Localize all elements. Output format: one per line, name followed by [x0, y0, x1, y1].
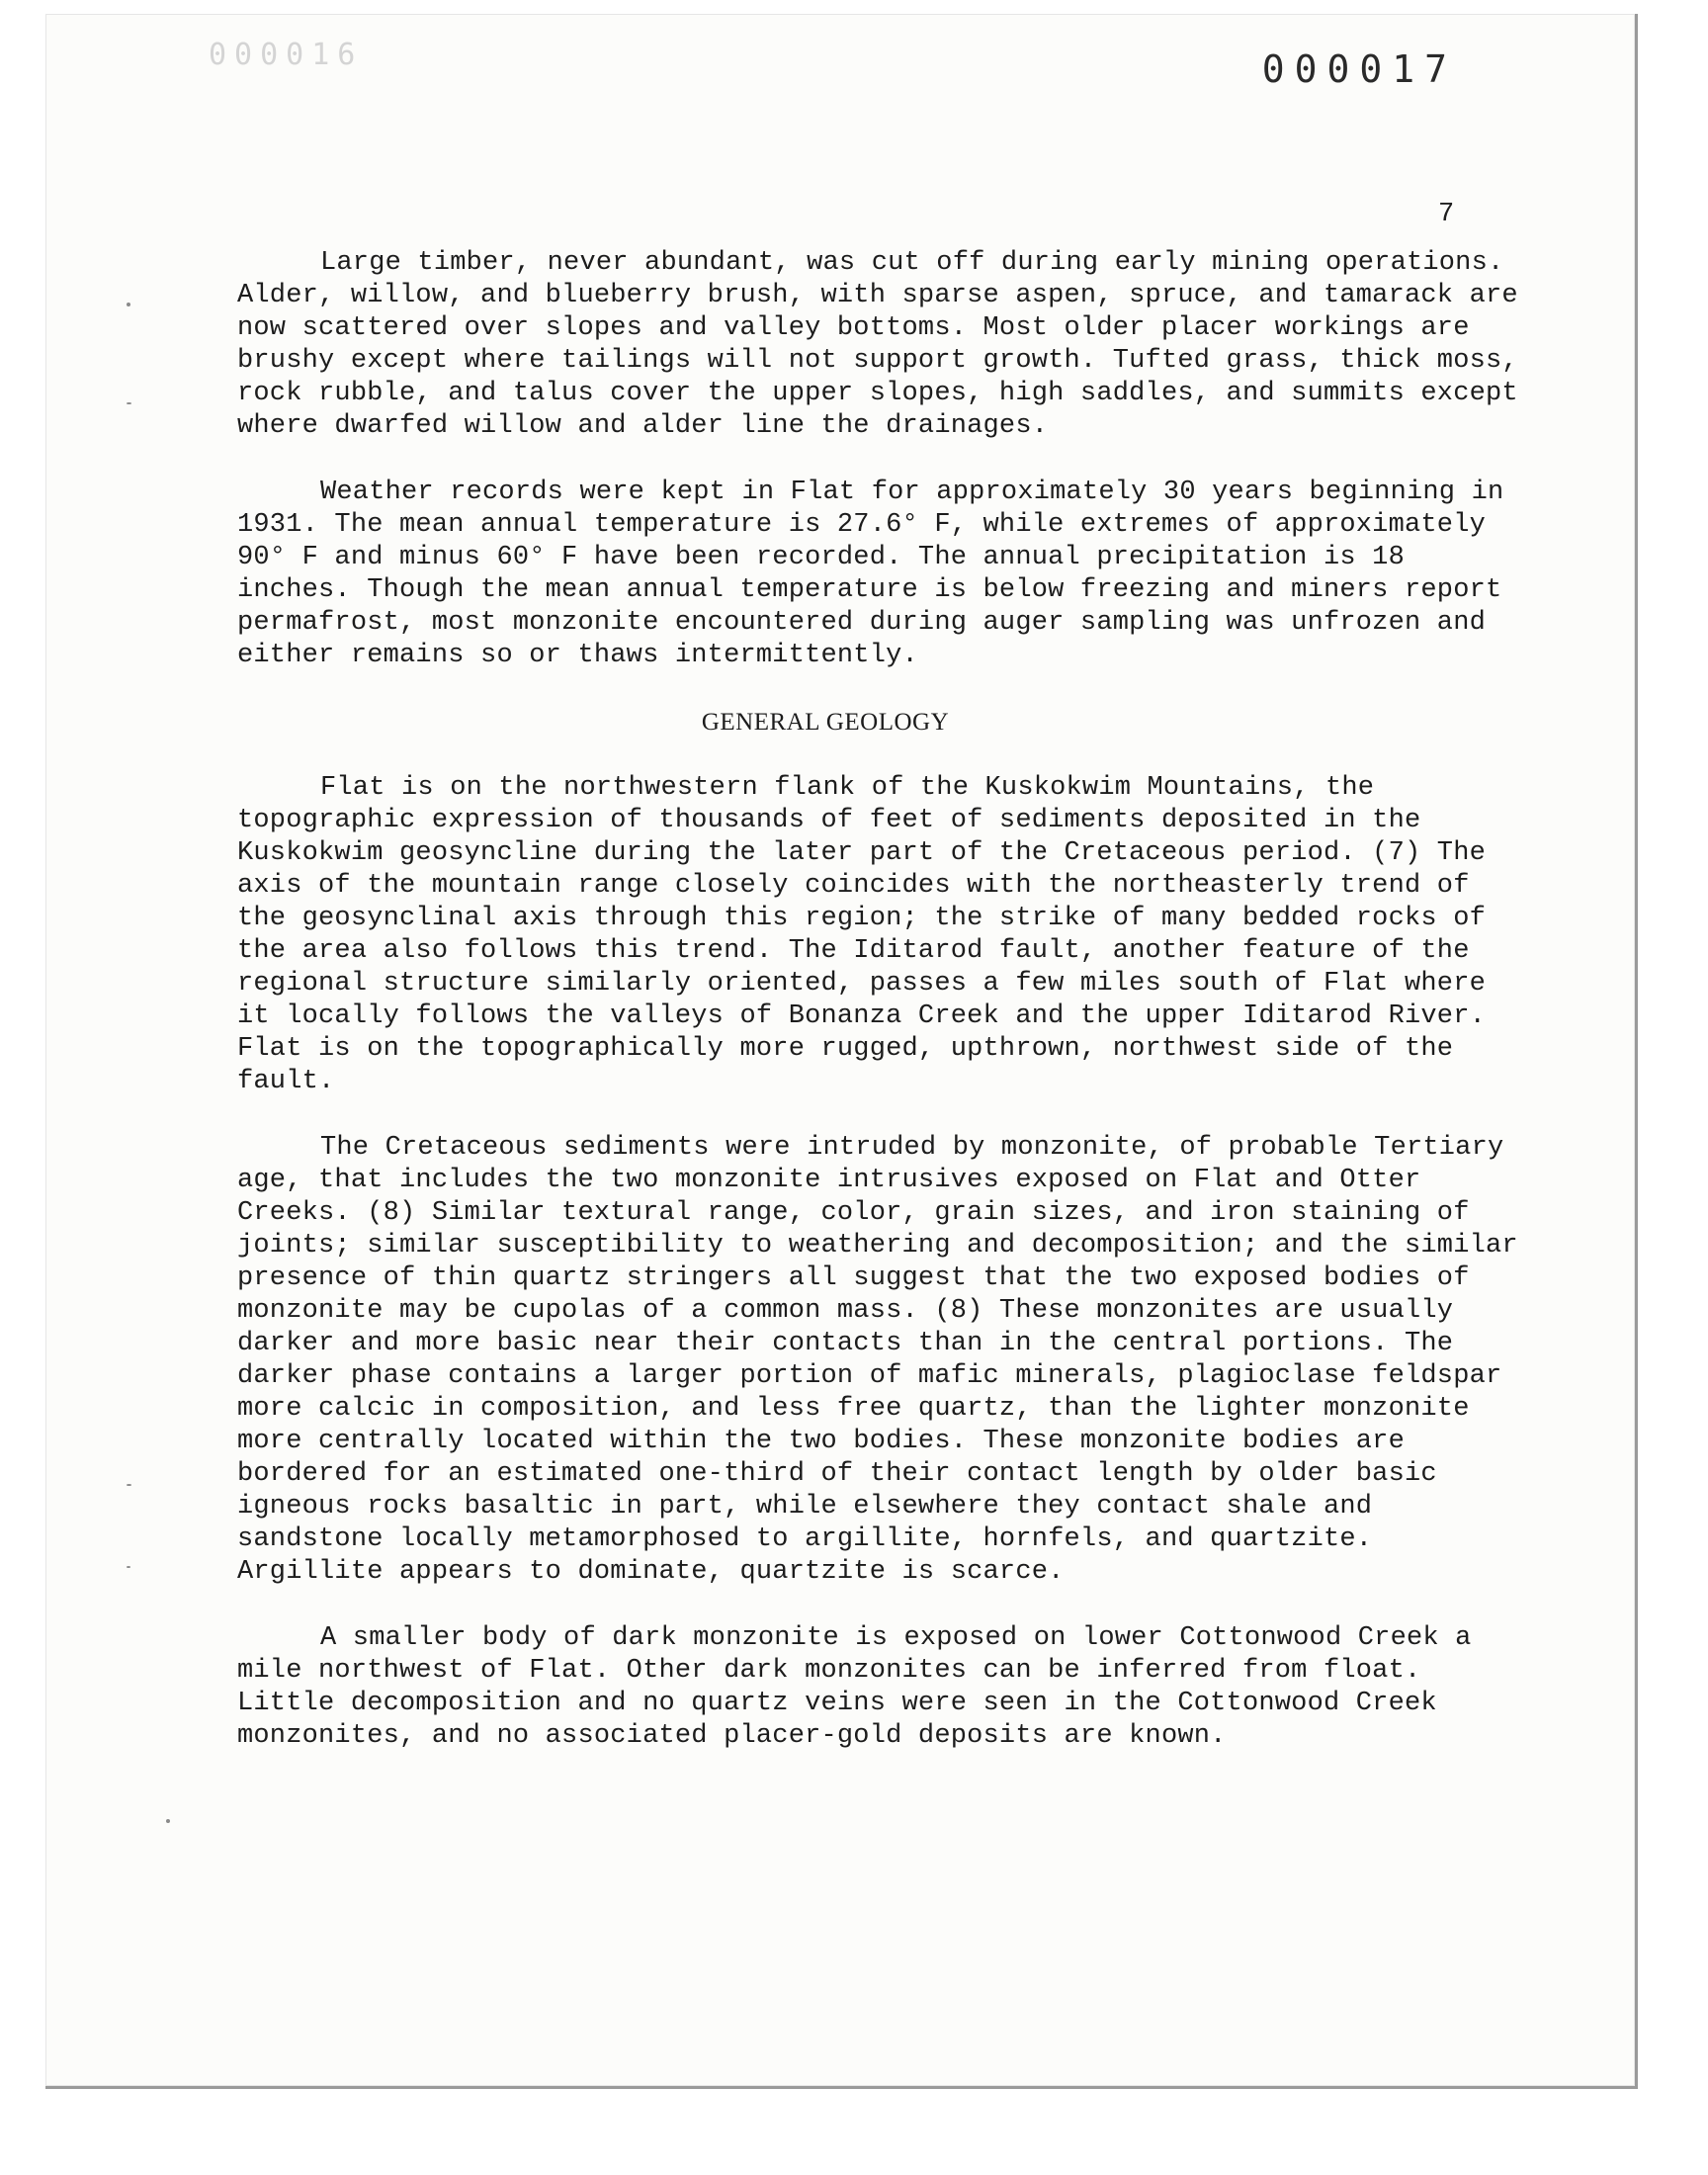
scan-speck — [166, 1819, 170, 1823]
scan-speck — [127, 402, 131, 404]
paragraph-weather: Weather records were kept in Flat for approximately 30 years beginning in 1931. The mean annual temperature is 27.6° F, while extremes of approximately 90° F and minus 60° F have been recorded. The annual precipitation is 18 inches. Though the mean annual temperature is below freezing and miners report permafrost, most monzonite encountered during auger sampling was unfrozen and either remains so or thaws intermittently. — [237, 478, 1504, 670]
paragraph-cottonwood-creek: A smaller body of dark monzonite is exposed on lower Cottonwood Creek a mile northwest of Flat. Other dark monzonites can be inferred from float. Little decomposition and no quartz veins were seen in the Cottonwood Creek monzonites, and no associated placer-gold deposits are known. — [237, 1623, 1472, 1751]
bleed-through-document-number: 000016 — [209, 38, 364, 72]
paragraph-regional-setting: Flat is on the northwestern flank of the Kuskokwim Mountains, the topographic expression of thousands of feet of sediments deposited in the Kuskokwim geosyncline during the later part of the Cretaceous period. (7) The axis of the mountain range closely coincides with the northeasterly trend of the geosynclinal axis through this region; the strike of many bedded rocks of the area also follows this trend. The Iditarod fault, another feature of the regional structure similarly oriented, passes a few miles south of Flat where it locally follows the valleys of Bonanza Creek and the upper Iditarod River. Flat is on the topographically more rugged, upthrown, northwest side of the fault. — [237, 773, 1487, 1096]
paragraph-monzonite-intrusives: The Cretaceous sediments were intruded by monzonite, of probable Tertiary age, that includes the two monzonite intrusives exposed on Flat and Otter Creeks. (8) Similar textural range, color, grain sizes, and iron staining of joints; similar susceptibility to weathering and decomposition; and the similar presence of thin quartz stringers all suggest that the two exposed bodies of monzonite may be cupolas of a common mass. (8) These monzonites are usually darker and more basic near their contacts than in the central portions. The darker phase contains a larger portion of mafic minerals, plagioclase feldspar more calcic in composition, and less free quartz, than the lighter monzonite more centrally located within the two bodies. These monzonite bodies are bordered for an estimated one-third of their contact length by older basic igneous rocks basaltic in part, while elsewhere they contact shale and sandstone locally metamorphosed to argillite, hornfels, and quartzite. Argillite appears to dominate, quartzite is scarce. — [237, 1133, 1518, 1587]
scan-speck — [127, 1566, 130, 1568]
document-control-number: 000017 — [1261, 47, 1457, 91]
scan-speck — [127, 1484, 131, 1486]
document-body — [237, 247, 1532, 1786]
paragraph-vegetation: Large timber, never abundant, was cut off during early mining operations. Alder, willow, and blueberry brush, with sparse aspen, spruce, and tamarack are now scattered over slopes and valley bottoms. Most older placer workings are brushy except where tailings will not support growth. Tufted grass, thick moss, rock rubble, and talus cover the upper slopes, high saddles, and summits except where dwarfed willow and alder line the drainages. — [237, 248, 1518, 441]
section-heading: GENERAL GEOLOGY — [701, 709, 950, 736]
scan-speck — [127, 303, 130, 306]
page-number: 7 — [1438, 200, 1455, 229]
